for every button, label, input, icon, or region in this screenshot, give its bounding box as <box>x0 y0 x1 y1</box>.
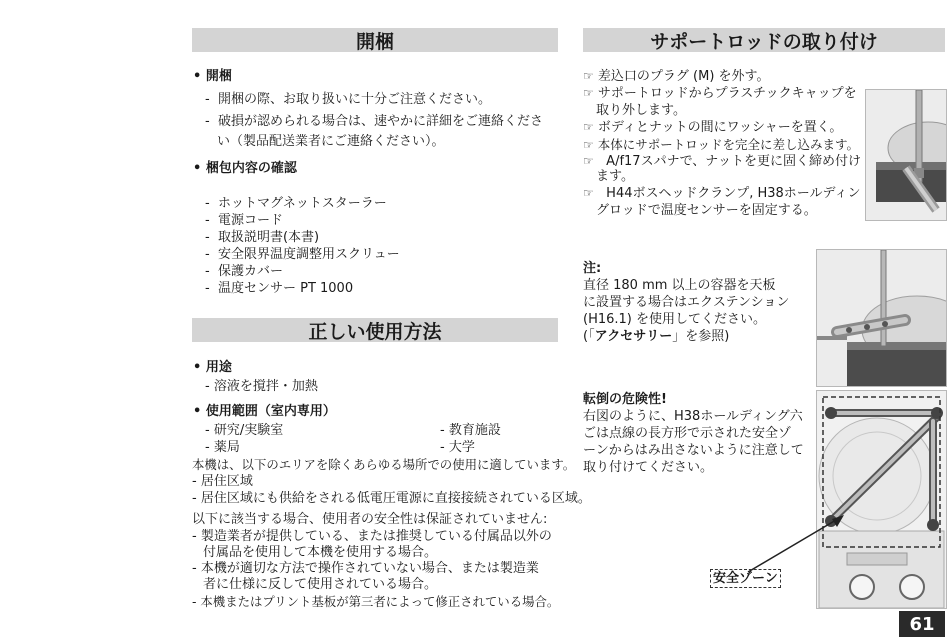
note-ref-open: (「 <box>583 329 595 344</box>
step-text: ボディとナットの間にワッシャーを置く。 <box>597 120 843 135</box>
bullet-contents: • 梱包内容の確認 <box>193 161 297 176</box>
contents-item-text: 電源コード <box>217 213 283 228</box>
contents-title: 梱包内容の確認 <box>205 161 297 176</box>
note-title: 注: <box>583 261 602 276</box>
para1-item: - 居住区域にも供給をされる低電圧電源に直接接続されている区域。 <box>192 491 591 506</box>
use-title: 用途 <box>205 360 232 375</box>
para-suitable-areas: 本機は、以下のエリアを除くあらゆる場所での使用に適しています。 <box>192 457 576 472</box>
contents-item-text: 保護カバー <box>217 264 283 279</box>
range-item: - 教育施設 <box>440 423 501 438</box>
para1-item-text: 居住区域にも供給をされる低電圧電源に直接接続されている区域。 <box>200 491 591 506</box>
pointing-hand-icon: ☞ <box>583 138 594 152</box>
para2-item-cont: 者に仕様に反して使用されている場合。 <box>203 577 438 592</box>
support-rod-photo <box>865 89 947 221</box>
support-rod-illustration <box>866 90 946 220</box>
section-header-proper-use <box>192 318 558 342</box>
range-item: - 研究/実験室 <box>205 423 284 438</box>
pointing-hand-icon: ☞ <box>583 69 594 83</box>
para2-item-cont: 付属品を使用して本機を使用する場合。 <box>203 545 438 560</box>
para1-item-text: 居住区域 <box>200 474 253 489</box>
para1-item: - 居住区域 <box>192 474 253 489</box>
para2-item: - 製造業者が提供している、または推奨している付属品以外の <box>192 529 552 544</box>
contents-item-text: 取扱説明書(本書) <box>217 230 320 245</box>
danger-line: ーンからはみ出さないように注意して <box>583 443 804 458</box>
danger-line: ごは点線の長方形で示された安全ゾ <box>583 426 792 441</box>
note-title-text: 注 <box>583 261 597 276</box>
step-item <box>583 68 770 85</box>
range-item: - 大学 <box>440 440 475 455</box>
step-text: A/f17スパナで、ナットを更に固く締め付け <box>606 154 862 169</box>
step-text-cont: グロッドで温度センサーを固定する。 <box>596 203 817 218</box>
para-safety-not-guaranteed: 以下に該当する場合、使用者の安全性は保証されていません: <box>192 512 548 527</box>
note-ref-close: 」を参照) <box>672 329 730 344</box>
section-header-support-rod-text: サポートロッドの取り付け <box>650 30 878 53</box>
unpack-item-2-text: 破損が認められる場合は、速やかに詳細をご連絡くださ <box>217 114 543 129</box>
extension-illustration <box>817 250 946 386</box>
unpacking-title: 開梱 <box>205 69 232 84</box>
para2-item-text: 製造業者が提供している、または推奨している付属品以外の <box>200 529 552 544</box>
pointing-hand-icon: ☞ <box>583 86 594 100</box>
use-item: - 溶液を撹拌・加熱 <box>205 379 318 394</box>
step-text: H44ボスヘッドクランプ, H38ホールディン <box>606 186 861 201</box>
pointing-hand-icon: ☞ <box>583 154 594 168</box>
step-text-cont: ます。 <box>596 169 634 184</box>
section-header-proper-use-text: 正しい使用方法 <box>308 320 442 343</box>
section-header-support-rod <box>583 28 945 52</box>
range-item-text: 研究/実験室 <box>213 423 284 438</box>
note-ref <box>583 328 729 345</box>
danger-line: 取り付けてください。 <box>583 460 714 475</box>
note-line: (H16.1) を使用してください。 <box>583 312 766 327</box>
step-item <box>583 119 842 136</box>
contents-item-text: 温度センサー PT 1000 <box>217 281 354 296</box>
extension-photo <box>816 249 947 387</box>
step-text: サポートロッドからプラスチックキャップを <box>597 86 857 101</box>
section-header-unpacking <box>192 28 558 52</box>
bullet-range: • 使用範囲（室内専用） <box>193 404 336 419</box>
step-item <box>583 136 859 154</box>
contents-item: - 保護カバー <box>205 264 283 279</box>
contents-item: - 電源コード <box>205 213 283 228</box>
use-item-text: 溶液を撹拌・加熱 <box>213 379 318 394</box>
section-header-unpacking-text: 開梱 <box>355 30 394 53</box>
unpack-item-1-text: 開梱の際、お取り扱いに十分ご注意ください。 <box>217 92 491 107</box>
contents-item: - 取扱説明書(本書) <box>205 230 320 245</box>
unpack-item-2-cont: い（製品配送業者にご連絡ください）。 <box>217 134 445 149</box>
bullet-unpacking: • 開梱 <box>193 69 232 84</box>
pointing-hand-icon: ☞ <box>583 120 594 134</box>
step-text: 本体にサポートロッドを完全に差し込みます。 <box>597 137 860 152</box>
range-item-text: 薬局 <box>213 440 240 455</box>
para2-item-text: 本機が適切な方法で操作されていない場合、または製造業 <box>200 561 539 576</box>
para2-item-text: 本機またはプリント基板が第三者によって修正されている場合。 <box>200 594 560 609</box>
contents-item: - 温度センサー PT 1000 <box>205 281 354 296</box>
range-item-text: 大学 <box>448 440 475 455</box>
contents-item-text: ホットマグネットスターラー <box>217 196 387 211</box>
range-item: - 薬局 <box>205 440 240 455</box>
bullet-use: • 用途 <box>193 360 232 375</box>
para2-item: - 本機が適切な方法で操作されていない場合、または製造業 <box>192 561 539 576</box>
contents-item-text: 安全限界温度調整用スクリュー <box>217 247 400 262</box>
note-line: 直径 180 mm 以上の容器を天板 <box>583 278 776 293</box>
pointing-hand-icon: ☞ <box>583 186 594 200</box>
contents-item: - 安全限界温度調整用スクリュー <box>205 247 400 262</box>
contents-item: - ホットマグネットスターラー <box>205 196 387 211</box>
danger-line: 右図のように、H38ホールディング六 <box>583 409 803 424</box>
unpack-item-2: - 破損が認められる場合は、速やかに詳細をご連絡くださ <box>205 114 543 129</box>
range-title: 使用範囲（室内専用） <box>205 404 336 419</box>
step-item <box>583 185 861 202</box>
unpack-item-1: - 開梱の際、お取り扱いに十分ご注意ください。 <box>205 92 491 107</box>
step-text-cont: 取り外します。 <box>596 103 686 118</box>
para2-item: - 本機またはプリント基板が第三者によって修正されている場合。 <box>192 594 560 609</box>
danger-title: 転倒の危険性! <box>583 392 667 407</box>
step-text: 差込口のプラグ (M) を外す。 <box>597 69 770 84</box>
page-number: 61 <box>899 611 945 637</box>
range-item-text: 教育施設 <box>448 423 501 438</box>
accessory-ref: アクセサリー <box>594 329 673 344</box>
step-item <box>583 85 857 102</box>
safety-zone-label: 安全ゾーン <box>710 569 781 588</box>
note-line: に設置する場合はエクステンション <box>583 295 790 310</box>
